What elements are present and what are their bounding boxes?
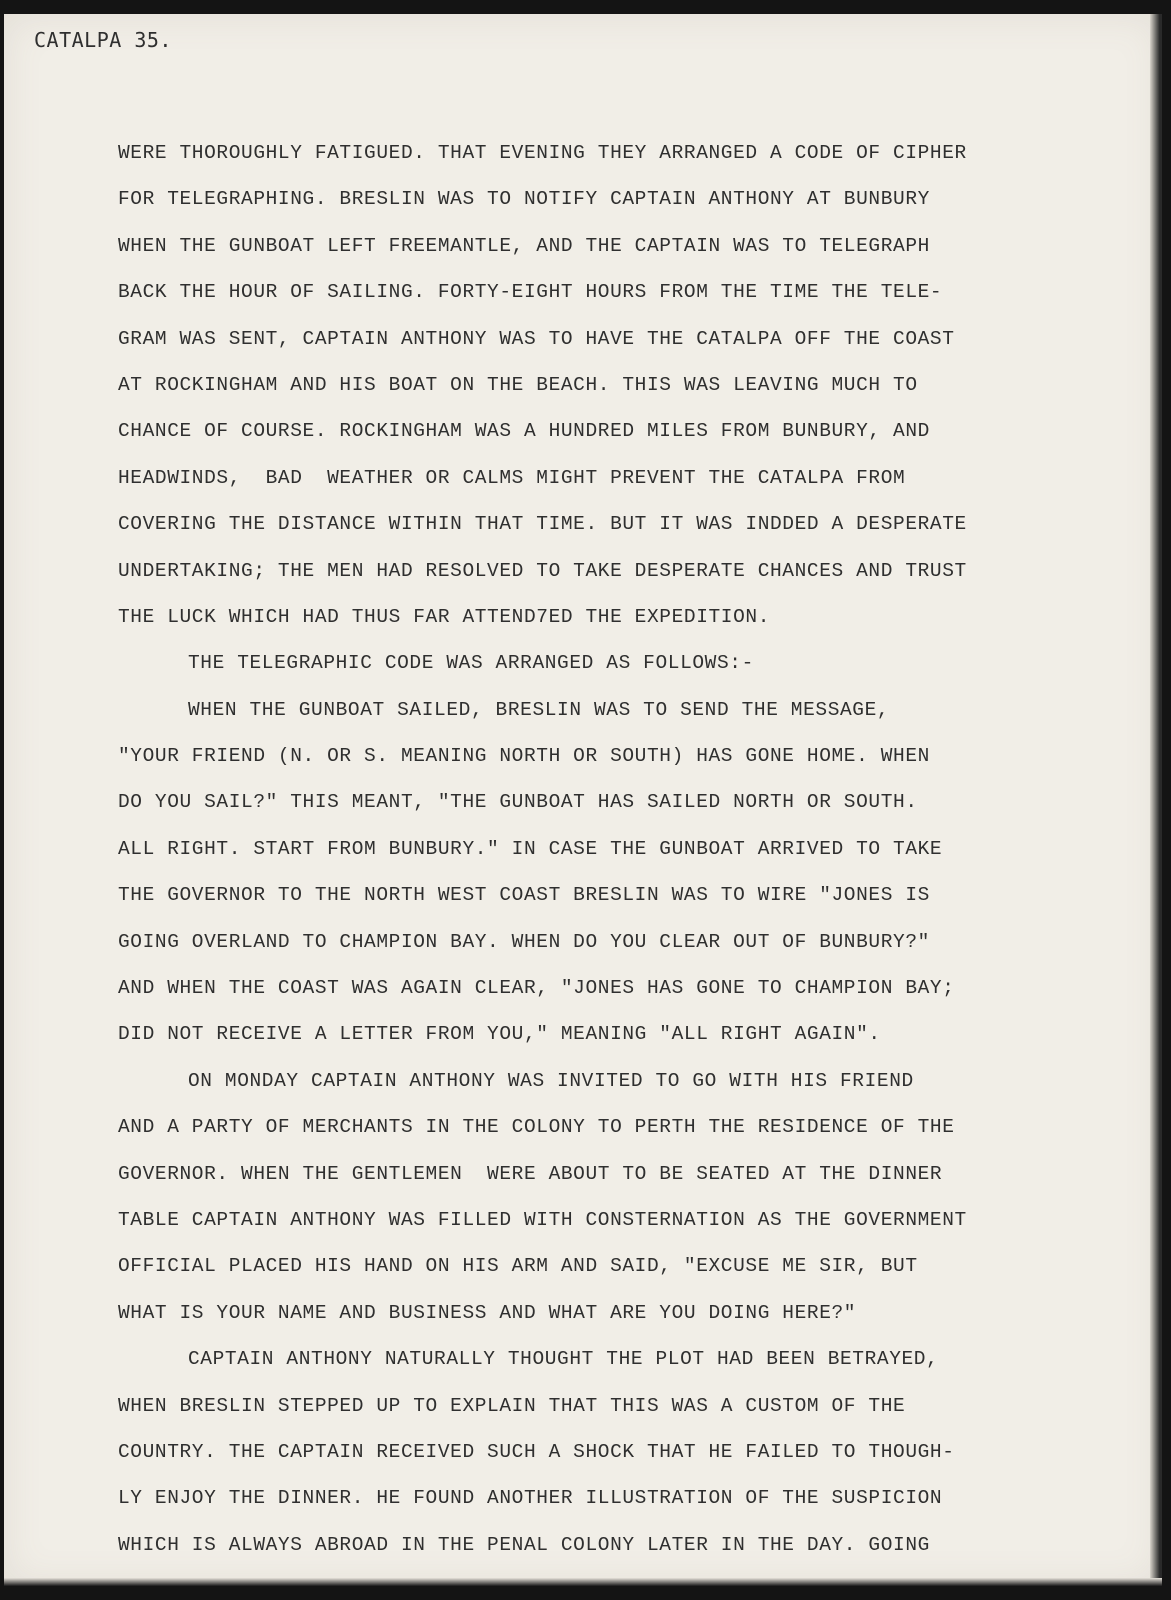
page-header: CATALPA 35. [34,28,172,52]
text-line: WHAT IS YOUR NAME AND BUSINESS AND WHAT ARE YOU DOING HERE?" [118,1301,857,1324]
text-line: GOVERNOR. WHEN THE GENTLEMEN WERE ABOUT TO BE SEATED AT THE DINNER [118,1162,943,1185]
text-line: AND A PARTY OF MERCHANTS IN THE COLONY TO PERTH THE RESIDENCE OF THE [118,1116,955,1139]
text-line: OFFICIAL PLACED HIS HAND ON HIS ARM AND SAID, "EXCUSE ME SIR, BUT [118,1255,918,1278]
text-line: BACK THE HOUR OF SAILING. FORTY-EIGHT HOURS FROM THE TIME THE TELE- [118,281,943,304]
page-body [118,130,1138,1568]
text-line: FOR TELEGRAPHING. BRESLIN WAS TO NOTIFY CAPTAIN ANTHONY AT BUNBURY [118,188,930,211]
paragraph-start-line: WHEN THE GUNBOAT SAILED, BRESLIN WAS TO SEND THE MESSAGE, [188,698,890,721]
text-line: WHEN THE GUNBOAT LEFT FREEMANTLE, AND THE CAPTAIN WAS TO TELEGRAPH [118,234,930,257]
text-line: LY ENJOY THE DINNER. HE FOUND ANOTHER ILLUSTRATION OF THE SUSPICION [118,1487,943,1510]
text-line: AND WHEN THE COAST WAS AGAIN CLEAR, "JONES HAS GONE TO CHAMPION BAY; [118,977,955,1000]
text-line: UNDERTAKING; THE MEN HAD RESOLVED TO TAKE DESPERATE CHANCES AND TRUST [118,559,967,582]
text-line: DID NOT RECEIVE A LETTER FROM YOU," MEANING "ALL RIGHT AGAIN". [118,1023,881,1046]
text-line: WERE THOROUGHLY FATIGUED. THAT EVENING THEY ARRANGED A CODE OF CIPHER [118,142,967,164]
text-line: DO YOU SAIL?" THIS MEANT, "THE GUNBOAT HAS SAILED NORTH OR SOUTH. [118,791,918,814]
text-line: CHANCE OF COURSE. ROCKINGHAM WAS A HUNDRED MILES FROM BUNBURY, AND [118,420,930,443]
text-line: WHICH IS ALWAYS ABROAD IN THE PENAL COLONY LATER IN THE DAY. GOING [118,1533,930,1556]
typewritten-page [4,14,1162,1586]
text-line: COUNTRY. THE CAPTAIN RECEIVED SUCH A SHOCK THAT HE FAILED TO THOUGH- [118,1440,955,1463]
text-line: THE LUCK WHICH HAD THUS FAR ATTEND7ED THE EXPEDITION. [118,605,771,628]
text-line: ALL RIGHT. START FROM BUNBURY." IN CASE THE GUNBOAT ARRIVED TO TAKE [118,837,943,860]
text-line: GRAM WAS SENT, CAPTAIN ANTHONY WAS TO HAVE THE CATALPA OFF THE COAST [118,327,955,350]
page-bottom-shadow [4,1578,1162,1586]
page-edge-shadow [1150,14,1162,1586]
text-line: AT ROCKINGHAM AND HIS BOAT ON THE BEACH. THIS WAS LEAVING MUCH TO [118,373,918,396]
text-line: WHEN BRESLIN STEPPED UP TO EXPLAIN THAT THIS WAS A CUSTOM OF THE [118,1394,906,1417]
paragraph-start-line: ON MONDAY CAPTAIN ANTHONY WAS INVITED TO GO WITH HIS FRIEND [188,1069,914,1092]
text-line: COVERING THE DISTANCE WITHIN THAT TIME. BUT IT WAS INDDED A DESPERATE [118,513,967,536]
text-line: HEADWINDS, BAD WEATHER OR CALMS MIGHT PREVENT THE CATALPA FROM [118,466,906,489]
text-line: "YOUR FRIEND (N. OR S. MEANING NORTH OR SOUTH) HAS GONE HOME. WHEN [118,745,930,768]
text-line: TABLE CAPTAIN ANTHONY WAS FILLED WITH CONSTERNATION AS THE GOVERNMENT [118,1208,967,1231]
text-line: THE GOVERNOR TO THE NORTH WEST COAST BRESLIN WAS TO WIRE "JONES IS [118,884,930,907]
paragraph-start-line: THE TELEGRAPHIC CODE WAS ARRANGED AS FOLLOWS:- [188,652,754,675]
text-line: GOING OVERLAND TO CHAMPION BAY. WHEN DO YOU CLEAR OUT OF BUNBURY?" [118,930,930,953]
paragraph-start-line: CAPTAIN ANTHONY NATURALLY THOUGHT THE PLOT HAD BEEN BETRAYED, [188,1348,939,1371]
